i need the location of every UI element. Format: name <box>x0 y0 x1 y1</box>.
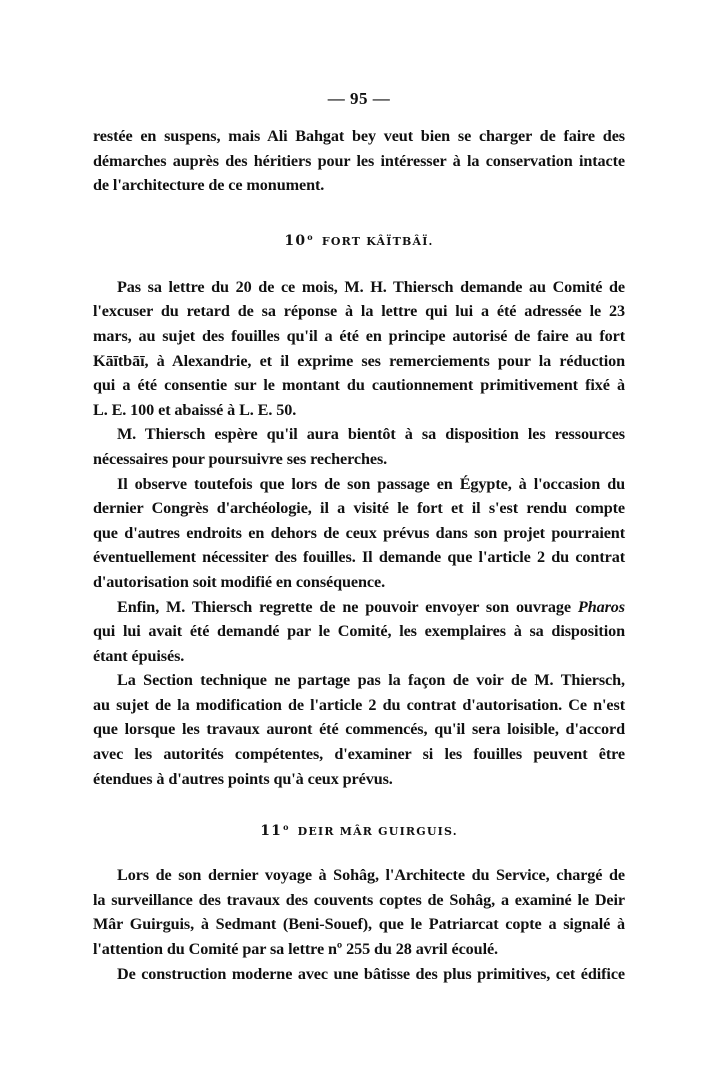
paragraph <box>93 863 625 961</box>
text-line: dernier Congrès d'archéologie, il a visité le fort et il s'est rendu compte <box>93 499 625 518</box>
section-heading-deir-mar-guirguis <box>93 815 625 839</box>
section-degree: o <box>283 822 290 833</box>
text-line: Lors de son dernier voyage à Sohâg, l'Architecte du Service, chargé de <box>117 866 625 885</box>
section-heading-fort-kaitbai <box>93 225 625 249</box>
text-line: L. E. 100 et abaissé à L. E. 50. <box>93 400 297 419</box>
text-line: étant épuisés. <box>93 646 185 665</box>
text-line: Mâr Guirguis, à Sedmant (Beni-Souef), que le Patriarcat copte a signalé à <box>93 915 625 934</box>
text-line: restée en suspens, mais Ali Bahgat bey veut bien se charger de faire des <box>93 127 625 145</box>
text-line: Il observe toutefois que lors de son passage en Égypte, à l'occasion du <box>117 474 625 493</box>
book-title-pharos: Pharos <box>577 597 625 616</box>
text-line <box>93 595 625 620</box>
paragraph <box>93 422 625 471</box>
paragraph <box>93 962 625 987</box>
text-line: qui lui avait été demandé par le Comité, les exemplaires à sa disposition <box>93 622 625 641</box>
text-line: mars, au sujet des fouilles qu'il a été en principe autorisé de faire au fort <box>93 326 625 345</box>
text-segment: Enfin, M. Thiersch regrette de ne pouvoir envoyer son ouvrage <box>117 597 578 616</box>
text-line: qui a été consentie sur le montant du cautionnement primitivement fixé à <box>93 376 625 395</box>
paragraph <box>93 275 625 423</box>
text-line: que d'autres endroits en dehors de ceux prévus dans son projet pourraient <box>93 523 625 542</box>
text-line: étendues à d'autres points qu'à ceux prévus. <box>93 769 393 788</box>
text-line: M. Thiersch espère qu'il aura bientôt à sa disposition les ressources <box>117 425 625 444</box>
paragraph <box>93 595 625 669</box>
text-line: La Section technique ne partage pas la façon de voir de M. Thiersch, <box>117 671 625 690</box>
section-title: DEIR MÂR GUIRGUIS. <box>297 825 458 839</box>
text-line: Kāītbāī, à Alexandrie, et il exprime ses remerciements pour la réduction <box>93 351 625 370</box>
page-number: — 95 — <box>327 89 391 108</box>
text-line: Pas sa lettre du 20 de ce mois, M. H. Thiersch demande au Comité de <box>117 277 625 296</box>
text-line: d'autorisation soit modifié en conséquence. <box>93 572 386 591</box>
section-number: 11 <box>260 823 283 840</box>
text-line: au sujet de la modification de l'article 2 du contrat d'autorisation. Ce n'est <box>93 695 625 714</box>
text-line: la surveillance des travaux des couvents coptes de Sohâg, a examiné le Deir <box>93 890 625 909</box>
text-line: nécessaires pour poursuivre ses recherches. <box>93 449 388 468</box>
text-line: démarches auprès des héritiers pour les intéresser à la conservation intacte <box>93 151 625 170</box>
paragraph <box>93 472 625 595</box>
intro-paragraph <box>93 124 625 198</box>
paragraph <box>93 668 625 791</box>
text-line: l'attention du Comité par sa lettre nº 255 du 28 avril écoulé. <box>93 940 499 959</box>
section-number: 10 <box>284 232 307 249</box>
text-line: de l'architecture de ce monument. <box>93 176 325 195</box>
text-line: éventuellement nécessiter des fouilles. Il demande que l'article 2 du contrat <box>93 548 625 567</box>
document-page <box>93 88 625 986</box>
text-line: que lorsque les travaux auront été commencés, qu'il sera loisible, d'accord <box>93 720 625 739</box>
section-degree: o <box>307 231 314 242</box>
text-line: avec les autorités compétentes, d'examiner si les fouilles peuvent être <box>93 745 625 764</box>
section-title: FORT KÂÏTBÂÏ. <box>321 234 434 248</box>
text-line: l'excuser du retard de sa réponse à la lettre qui lui a été adressée le 23 <box>93 302 625 321</box>
text-line: De construction moderne avec une bâtisse des plus primitives, cet édifice <box>117 964 625 983</box>
